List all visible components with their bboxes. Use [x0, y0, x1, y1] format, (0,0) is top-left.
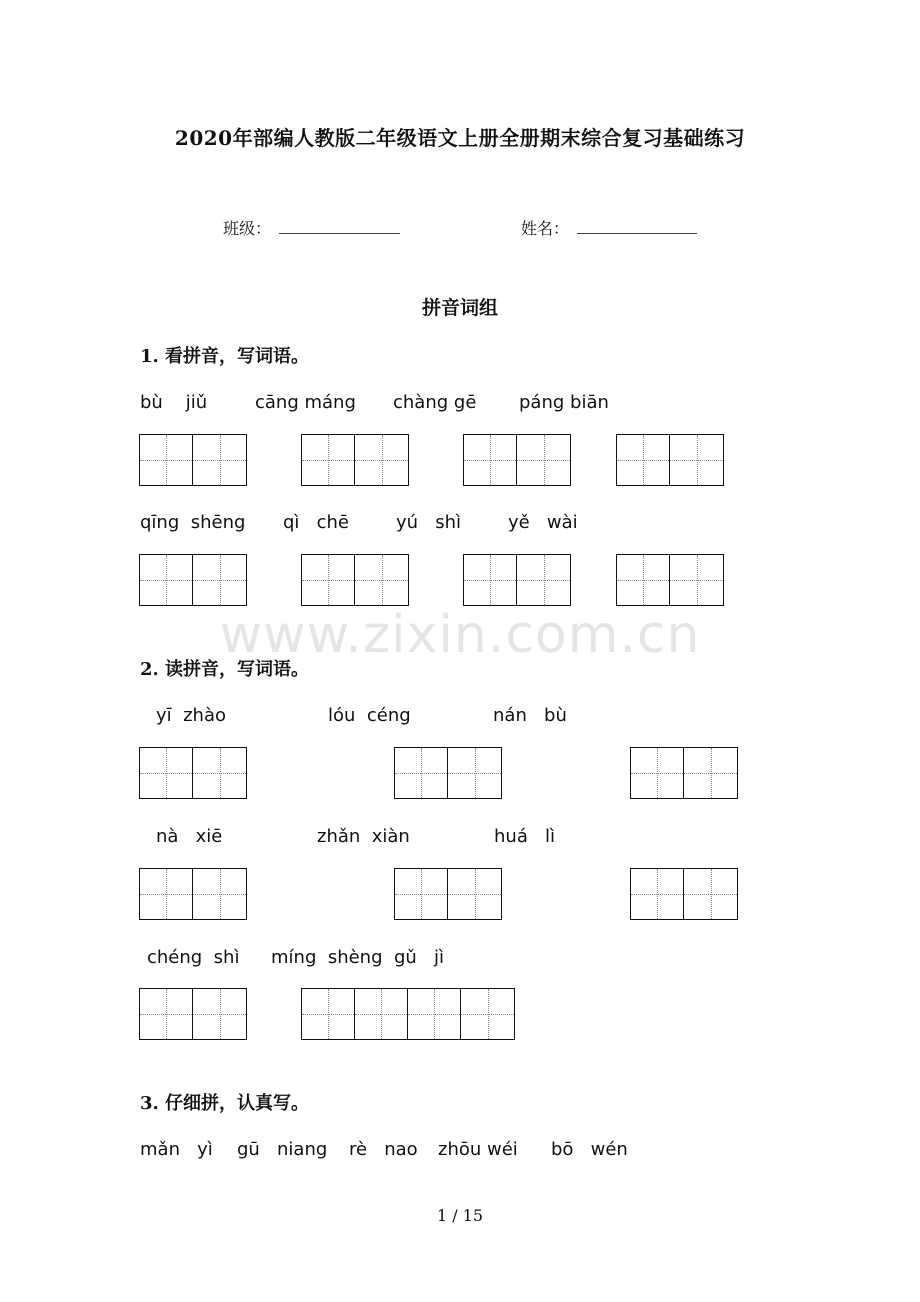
class-blank-line [279, 233, 400, 234]
pinyin-prompt: chàng gē [393, 392, 477, 413]
pinyin-prompt: chéng shì [147, 947, 240, 968]
pinyin-prompt: zhǎn xiàn [317, 826, 410, 847]
pinyin-prompt: qīng shēng [140, 512, 246, 533]
writing-grid[interactable] [463, 554, 571, 606]
writing-grid[interactable] [394, 868, 502, 920]
pinyin-prompt: nán bù [493, 705, 567, 726]
writing-grid[interactable] [616, 434, 724, 486]
watermark: www.zixin.com.cn [219, 605, 701, 665]
writing-grid[interactable] [139, 868, 247, 920]
question-2-title: 2. 读拼音，写词语。 [140, 659, 310, 680]
page-number: 1 / 15 [436, 1206, 484, 1225]
pinyin-prompt: nà xiē [156, 826, 223, 847]
writing-grid[interactable] [139, 747, 247, 799]
name-label: 姓名： [521, 219, 570, 238]
pinyin-prompt: bù jiǔ [140, 392, 208, 413]
pinyin-prompt: rè nao [349, 1139, 418, 1160]
writing-grid[interactable] [139, 988, 247, 1040]
writing-grid[interactable] [616, 554, 724, 606]
pinyin-prompt: yī zhào [156, 705, 226, 726]
writing-grid[interactable] [463, 434, 571, 486]
question-3-title: 3. 仔细拼，认真写。 [140, 1093, 310, 1114]
pinyin-prompt: zhōu wéi [438, 1139, 518, 1160]
pinyin-prompt: qì chē [283, 512, 349, 533]
writing-grid-four[interactable] [301, 988, 515, 1040]
section-title: 拼音词组 [421, 297, 498, 319]
writing-grid[interactable] [630, 868, 738, 920]
question-1-title: 1. 看拼音，写词语。 [140, 346, 310, 367]
writing-grid[interactable] [394, 747, 502, 799]
class-label: 班级： [223, 219, 272, 238]
writing-grid[interactable] [139, 554, 247, 606]
writing-grid[interactable] [139, 434, 247, 486]
pinyin-prompt: yú shì [396, 512, 462, 533]
pinyin-prompt: lóu céng [328, 705, 411, 726]
pinyin-prompt: huá lì [494, 826, 556, 847]
pinyin-prompt: mǎn yì [140, 1139, 213, 1160]
writing-grid[interactable] [630, 747, 738, 799]
pinyin-prompt: páng biān [519, 392, 609, 413]
pinyin-prompt: yě wài [508, 512, 578, 533]
writing-grid[interactable] [301, 554, 409, 606]
pinyin-prompt: cāng máng [255, 392, 356, 413]
document-title: 2020年部编人教版二年级语文上册全册期末综合复习基础练习 [174, 126, 746, 150]
name-blank-line [577, 233, 697, 234]
pinyin-prompt: bō wén [551, 1139, 628, 1160]
pinyin-prompt: míng shèng gǔ jì [271, 947, 444, 968]
pinyin-prompt: gū niang [237, 1139, 328, 1160]
writing-grid[interactable] [301, 434, 409, 486]
